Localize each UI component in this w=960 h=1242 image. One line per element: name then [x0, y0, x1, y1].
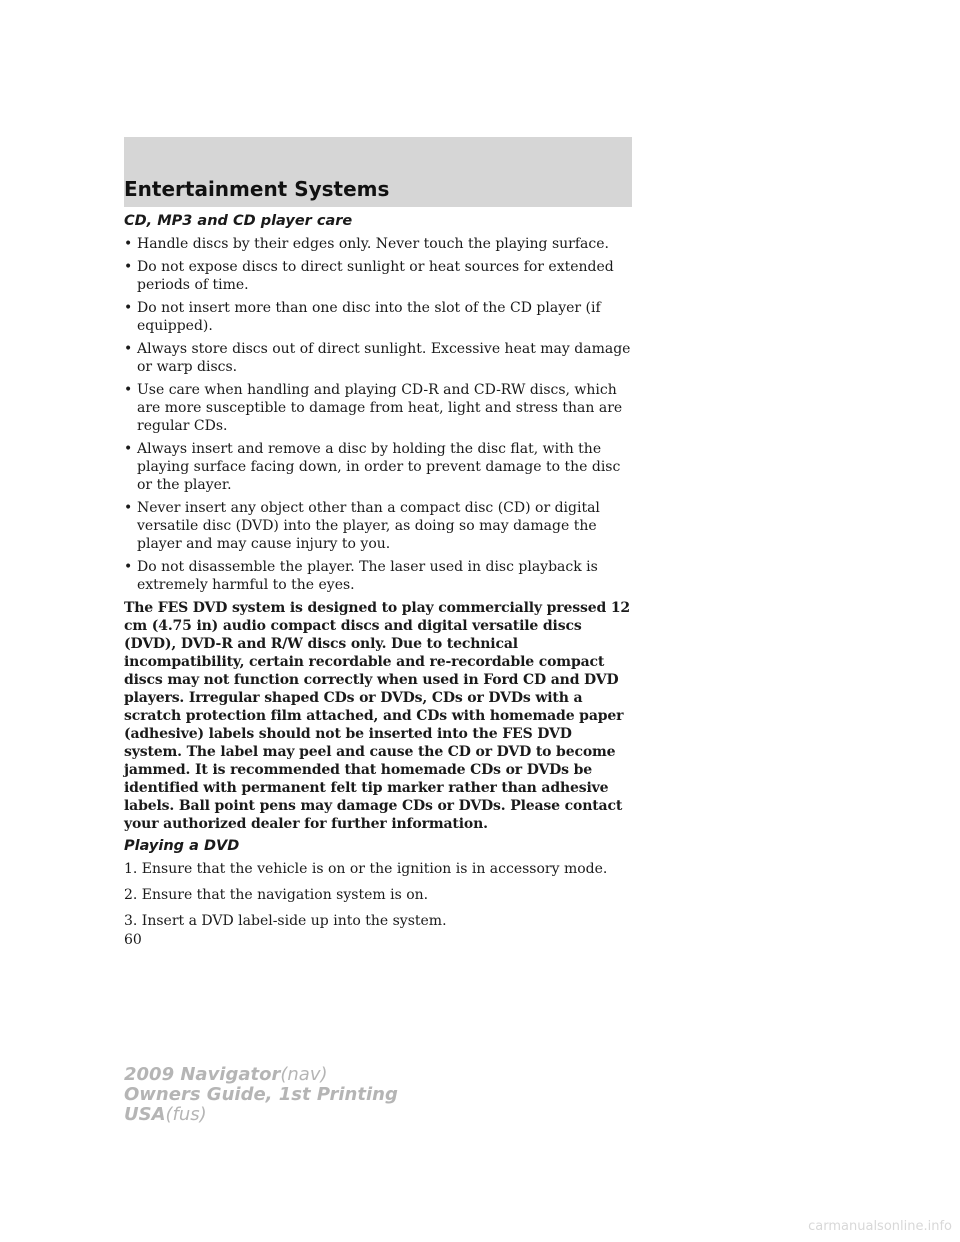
disc-compatibility-warning: The FES DVD system is designed to play commercially pressed 12 cm (4.75 in) audio compact discs and digital versatile discs (DVD), DVD-R and R/W discs only. Due to technical incompatibility, certain recordable and re-recordable compact discs may not function correctly when used in Ford CD and DVD players. Irregular shaped CDs or DVDs, CDs or DVDs with a scratch protection film attached, and CDs with homemade paper (adhesive) labels should not be inserted into the FES DVD system. The label may peel and cause the CD or DVD to become jammed. It is recommended that homemade CDs or DVDs be identified with permanent felt tip marker rather than adhesive labels. Ball point pens may damage CDs or DVDs. Please contact your authorized dealer for further information. [124, 600, 631, 832]
care-heading: CD, MP3 and CD player care [124, 213, 353, 229]
footer-model: 2009 Navigator [124, 1064, 281, 1085]
page-number: 60 [124, 932, 142, 948]
list-item-text: Never insert any object other than a compact disc (CD) or digital versatile disc (DVD) into the player, as doing so may damage the player and may cause injury to you. [137, 500, 600, 552]
list-item [124, 499, 634, 553]
list-item [124, 340, 634, 376]
list-item [124, 558, 634, 594]
page-content [124, 212, 634, 938]
footer-guide: Owners Guide, 1st Printing [124, 1084, 398, 1105]
step-item: 1. Ensure that the vehicle is on or the ignition is in accessory mode. [124, 861, 608, 877]
list-item [124, 299, 634, 335]
bullet-icon: • [124, 259, 133, 275]
list-item-text: Do not expose discs to direct sunlight or heat sources for extended periods of time. [137, 259, 614, 293]
footer-market-code: (fus) [165, 1104, 207, 1125]
list-item [124, 235, 634, 253]
step-item: 3. Insert a DVD label-side up into the system. [124, 913, 447, 929]
list-item-text: Do not disassemble the player. The laser used in disc playback is extremely harmful to the eyes. [137, 559, 598, 593]
watermark: carmanualsonline.info [808, 1219, 952, 1234]
list-item-text: Always store discs out of direct sunlight. Excessive heat may damage or warp discs. [137, 341, 631, 375]
list-item-text: Use care when handling and playing CD-R and CD-RW discs, which are more susceptible to damage from heat, light and stress than are regular CDs. [137, 382, 623, 434]
list-item-text: Always insert and remove a disc by holding the disc flat, with the playing surface facing down, in order to prevent damage to the disc or the player. [137, 441, 621, 493]
list-item [124, 258, 634, 294]
bullet-icon: • [124, 236, 133, 252]
footer-market-line [124, 1105, 398, 1125]
section-header-band [124, 137, 632, 207]
care-bullet-list [124, 235, 634, 594]
list-item-text: Do not insert more than one disc into the slot of the CD player (if equipped). [137, 300, 601, 334]
footer-guide-line [124, 1085, 398, 1105]
bullet-icon: • [124, 300, 133, 316]
footer-model-line [124, 1065, 398, 1085]
list-item-text: Handle discs by their edges only. Never touch the playing surface. [137, 236, 609, 252]
bullet-icon: • [124, 382, 133, 398]
bullet-icon: • [124, 441, 133, 457]
list-item [124, 440, 634, 494]
playing-dvd-heading: Playing a DVD [124, 838, 240, 854]
bullet-icon: • [124, 559, 133, 575]
bullet-icon: • [124, 341, 133, 357]
list-item [124, 381, 634, 435]
footer-imprint [124, 1065, 398, 1125]
footer-model-code: (nav) [280, 1064, 328, 1085]
section-title: Entertainment Systems [124, 177, 390, 201]
footer-market: USA [124, 1104, 166, 1125]
bullet-icon: • [124, 500, 133, 516]
step-item: 2. Ensure that the navigation system is on. [124, 887, 429, 903]
